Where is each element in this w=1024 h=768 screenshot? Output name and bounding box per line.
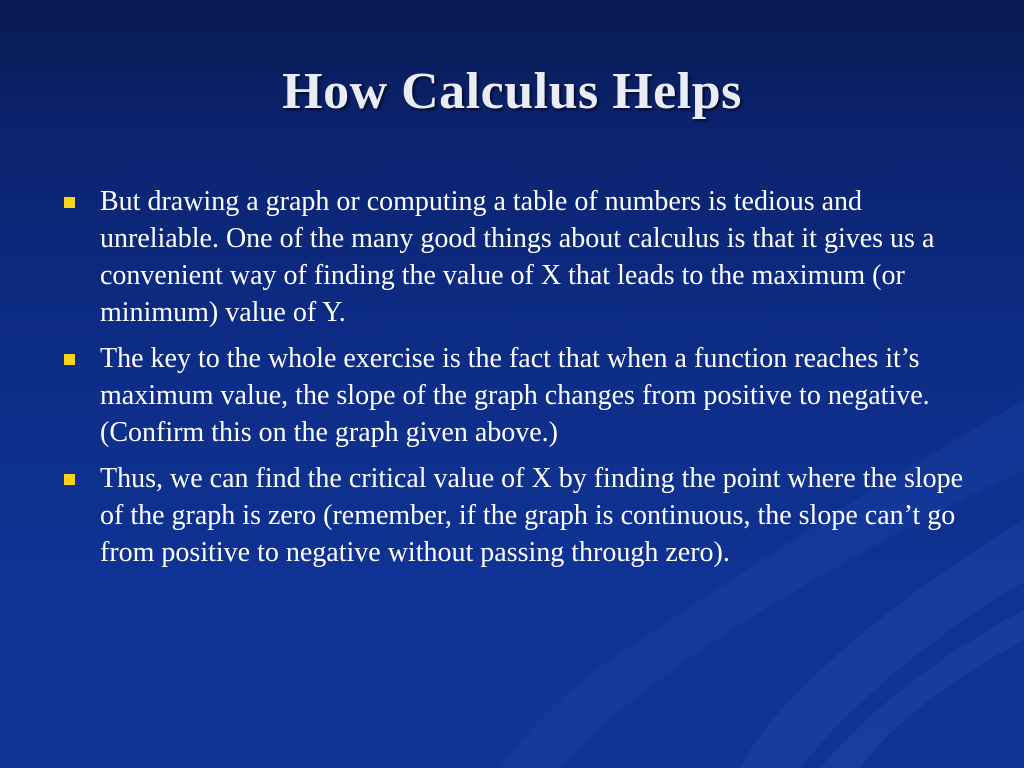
bullet-item bbox=[56, 340, 971, 451]
bullet-text: But drawing a graph or computing a table of numbers is tedious and unreliable. One of the many good things about calculus is that it gives us a convenient way of finding the value of X that leads to the maximum (or minimum) value of Y. bbox=[100, 186, 935, 328]
slide-title: How Calculus Helps bbox=[282, 63, 742, 120]
bullet-text: Thus, we can find the critical value of X by finding the point where the slope of the graph is zero (remember, if the graph is continuous, the slope can’t go from positive to negative without passing through zero). bbox=[100, 463, 964, 568]
yellow-square-bullet-icon bbox=[64, 354, 75, 365]
bullet-item bbox=[56, 460, 971, 571]
bullet-text: The key to the whole exercise is the fact that when a function reaches it’s maximum value, the slope of the graph changes from positive to negative. (Confirm this on the graph given above.) bbox=[100, 343, 930, 448]
bullet-list bbox=[56, 183, 971, 580]
yellow-square-bullet-icon bbox=[64, 197, 75, 208]
bullet-item bbox=[56, 183, 971, 331]
yellow-square-bullet-icon bbox=[64, 474, 75, 485]
